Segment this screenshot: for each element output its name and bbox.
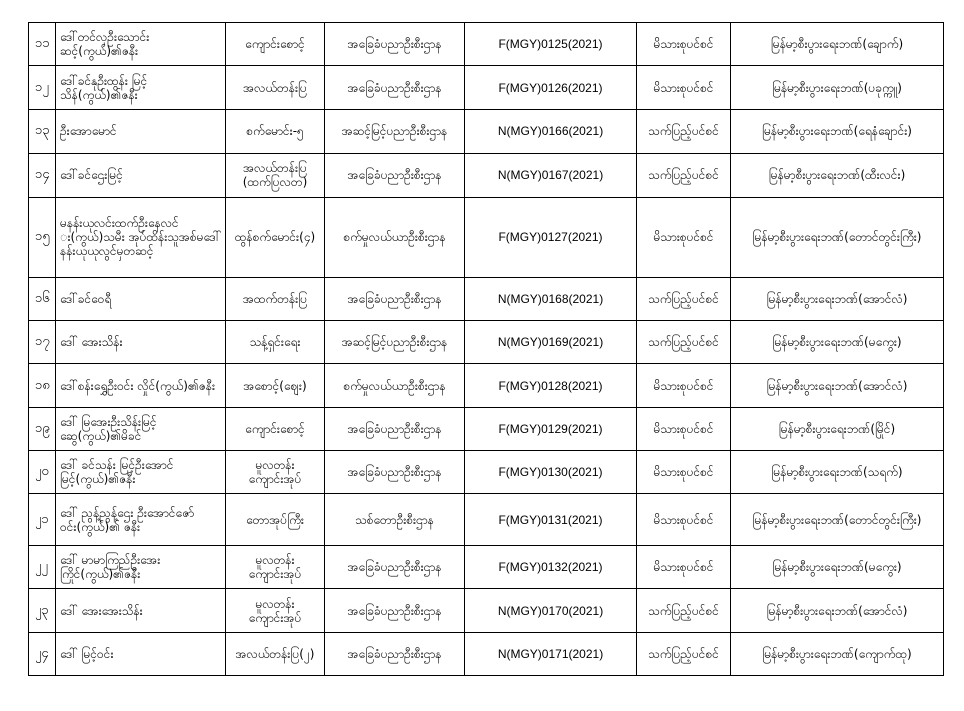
department: စက်မှုလယ်ယာဦးစီးဌာန bbox=[325, 197, 465, 277]
pension-code: N(MGY)0169(2021) bbox=[465, 321, 637, 364]
pension-type: သက်ပြည့်ပင်စင် bbox=[637, 153, 731, 197]
table-row bbox=[29, 23, 944, 66]
pension-type: မိသားစုပင်စင် bbox=[637, 494, 731, 546]
pension-type: သက်ပြည့်ပင်စင် bbox=[637, 589, 731, 632]
pensioner-name: ဒေါ် မာမာကြည်ဦးအေး ကြိုင်(ကွယ်)၏ဇနီး bbox=[56, 546, 226, 589]
position: သန့်ရှင်းရေး bbox=[226, 321, 325, 364]
position: အထက်တန်းပြ bbox=[226, 278, 325, 321]
department: အခြေခံပညာဦးစီးဌာန bbox=[325, 66, 465, 110]
table-row bbox=[29, 278, 944, 321]
position: တောအုပ်ကြီး bbox=[226, 494, 325, 546]
pension-code: F(MGY)0132(2021) bbox=[465, 546, 637, 589]
position: အလယ်တန်းပြ bbox=[226, 66, 325, 110]
department: အဆင့်မြင့်ပညာဦးစီးဌာန bbox=[325, 110, 465, 153]
bank-branch: မြန်မာ့စီးပွားရေးဘဏ်(မြိုင်) bbox=[731, 407, 944, 450]
pensioner-name: ဒေါ် မြင့်ဝင်း bbox=[56, 632, 226, 675]
row-number: ၂၂ bbox=[29, 546, 56, 589]
table-row bbox=[29, 589, 944, 632]
position: ထွန်စက်မောင်း(၄) bbox=[226, 197, 325, 277]
pension-code: N(MGY)0166(2021) bbox=[465, 110, 637, 153]
pension-type: မိသားစုပင်စင် bbox=[637, 407, 731, 450]
pension-type: မိသားစုပင်စင် bbox=[637, 364, 731, 407]
position: အလယ်တန်းပြ (ထက်ပြလတ) bbox=[226, 153, 325, 197]
pensioner-name: ဒေါ်ခင်ဌေးမြင့် bbox=[56, 153, 226, 197]
bank-branch: မြန်မာ့စီးပွားရေးဘဏ်(ပခုက္ကူ) bbox=[731, 66, 944, 110]
row-number: ၁၄ bbox=[29, 153, 56, 197]
table-row bbox=[29, 66, 944, 110]
pension-code: F(MGY)0128(2021) bbox=[465, 364, 637, 407]
pension-code: N(MGY)0167(2021) bbox=[465, 153, 637, 197]
bank-branch: မြန်မာ့စီးပွားရေးဘဏ်(ကျောက်ထု) bbox=[731, 632, 944, 675]
pension-code: F(MGY)0130(2021) bbox=[465, 450, 637, 493]
department: အခြေခံပညာဦးစီးဌာန bbox=[325, 407, 465, 450]
bank-branch: မြန်မာ့စီးပွားရေးဘဏ်(တောင်တွင်းကြီး) bbox=[731, 197, 944, 277]
position: အစောင့်(ဈေး) bbox=[226, 364, 325, 407]
row-number: ၁၆ bbox=[29, 278, 56, 321]
pension-type: သက်ပြည့်ပင်စင် bbox=[637, 632, 731, 675]
department: အခြေခံပညာဦးစီးဌာန bbox=[325, 589, 465, 632]
row-number: ၁၁ bbox=[29, 23, 56, 66]
pension-code: N(MGY)0170(2021) bbox=[465, 589, 637, 632]
row-number: ၂၄ bbox=[29, 632, 56, 675]
department: အခြေခံပညာဦးစီးဌာန bbox=[325, 632, 465, 675]
department: အခြေခံပညာဦးစီးဌာန bbox=[325, 153, 465, 197]
department: အခြေခံပညာဦးစီးဌာန bbox=[325, 450, 465, 493]
pension-table bbox=[28, 22, 944, 676]
pension-code: F(MGY)0127(2021) bbox=[465, 197, 637, 277]
position: ကျောင်းစောင့် bbox=[226, 23, 325, 66]
row-number: ၁၃ bbox=[29, 110, 56, 153]
pension-type: မိသားစုပင်စင် bbox=[637, 197, 731, 277]
bank-branch: မြန်မာ့စီးပွားရေးဘဏ်(မကွေး) bbox=[731, 546, 944, 589]
pension-type: သက်ပြည့်ပင်စင် bbox=[637, 278, 731, 321]
table-row bbox=[29, 197, 944, 277]
pension-type: မိသားစုပင်စင် bbox=[637, 23, 731, 66]
pensioner-name: ဒေါ် အေးသိန်း bbox=[56, 321, 226, 364]
position: မူလတန်း ကျောင်းအုပ် bbox=[226, 546, 325, 589]
table-row bbox=[29, 494, 944, 546]
pension-type: မိသားစုပင်စင် bbox=[637, 66, 731, 110]
position: စက်မောင်း-၅ bbox=[226, 110, 325, 153]
department: အခြေခံပညာဦးစီးဌာန bbox=[325, 278, 465, 321]
department: အဆင့်မြင့်ပညာဦးစီးဌာန bbox=[325, 321, 465, 364]
bank-branch: မြန်မာ့စီးပွားရေးဘဏ်(ထီးလင်း) bbox=[731, 153, 944, 197]
position: မူလတန်း ကျောင်းအုပ် bbox=[226, 450, 325, 493]
pensioner-name: ဦးအောမောင် bbox=[56, 110, 226, 153]
pension-code: N(MGY)0171(2021) bbox=[465, 632, 637, 675]
position: ကျောင်းစောင့် bbox=[226, 407, 325, 450]
row-number: ၁၉ bbox=[29, 407, 56, 450]
bank-branch: မြန်မာ့စီးပွားရေးဘဏ်(ချောက်) bbox=[731, 23, 944, 66]
pension-code: F(MGY)0126(2021) bbox=[465, 66, 637, 110]
bank-branch: မြန်မာ့စီးပွားရေးဘဏ်(အောင်လံ) bbox=[731, 589, 944, 632]
pension-type: မိသားစုပင်စင် bbox=[637, 450, 731, 493]
table-row bbox=[29, 450, 944, 493]
department: အခြေခံပညာဦးစီးဌာန bbox=[325, 546, 465, 589]
pensioner-name: မနန်းယုလင်းထက်ဦးနေလင် း(ကွယ်)သမီး အုပ်ထိန်းသူအစ်မဒေါ် နန်းယုယုလွင်မှတဆင့် bbox=[56, 197, 226, 277]
table-body bbox=[29, 23, 944, 676]
bank-branch: မြန်မာ့စီးပွားရေးဘဏ်(တောင်တွင်းကြီး) bbox=[731, 494, 944, 546]
row-number: ၁၇ bbox=[29, 321, 56, 364]
pensioner-name: ဒေါ် ခင်သန်း မြင့်ဦးအောင် မြင့်(ကွယ်)၏ဇနီး bbox=[56, 450, 226, 493]
pension-code: F(MGY)0131(2021) bbox=[465, 494, 637, 546]
pensioner-name: ဒေါ်တင်လှဦးသောင်း ဆင့်(ကွယ်)၏ဇနီး bbox=[56, 23, 226, 66]
bank-branch: မြန်မာ့စီးပွားရေးဘဏ်(အောင်လံ) bbox=[731, 278, 944, 321]
pension-code: N(MGY)0168(2021) bbox=[465, 278, 637, 321]
department: သစ်တောဦးစီးဌာန bbox=[325, 494, 465, 546]
pension-type: သက်ပြည့်ပင်စင် bbox=[637, 110, 731, 153]
bank-branch: မြန်မာ့စီးပွားရေးဘဏ်(သရက်) bbox=[731, 450, 944, 493]
pensioner-name: ဒေါ်ခင်နုဦးထွန်း မြင့်သိန်(ကွယ်)၏ဇနီး bbox=[56, 66, 226, 110]
table-row bbox=[29, 632, 944, 675]
position: မူလတန်း ကျောင်းအုပ် bbox=[226, 589, 325, 632]
pension-code: F(MGY)0129(2021) bbox=[465, 407, 637, 450]
row-number: ၁၅ bbox=[29, 197, 56, 277]
position: အလယ်တန်းပြ(၂) bbox=[226, 632, 325, 675]
pension-type: မိသားစုပင်စင် bbox=[637, 546, 731, 589]
bank-branch: မြန်မာ့စီးပွားရေးဘဏ်(မကွေး) bbox=[731, 321, 944, 364]
table-row bbox=[29, 321, 944, 364]
table-row bbox=[29, 407, 944, 450]
pensioner-name: ဒေါ် အေးအေးသိန်း bbox=[56, 589, 226, 632]
pension-code: F(MGY)0125(2021) bbox=[465, 23, 637, 66]
row-number: ၂၁ bbox=[29, 494, 56, 546]
row-number: ၂၃ bbox=[29, 589, 56, 632]
bank-branch: မြန်မာ့စီးပွားရေးဘဏ်(ရေနံချောင်း) bbox=[731, 110, 944, 153]
table-row bbox=[29, 153, 944, 197]
pension-type: သက်ပြည့်ပင်စင် bbox=[637, 321, 731, 364]
row-number: ၁၂ bbox=[29, 66, 56, 110]
table-row bbox=[29, 110, 944, 153]
row-number: ၁၈ bbox=[29, 364, 56, 407]
bank-branch: မြန်မာ့စီးပွားရေးဘဏ်(အောင်လံ) bbox=[731, 364, 944, 407]
table-row bbox=[29, 364, 944, 407]
table-row bbox=[29, 546, 944, 589]
row-number: ၂၀ bbox=[29, 450, 56, 493]
pensioner-name: ဒေါ်ခင်ဝေရီ bbox=[56, 278, 226, 321]
pensioner-name: ဒေါ်စန်းရွှေဦးဝင်း လှိုင်(ကွယ်)၏ဇနီး bbox=[56, 364, 226, 407]
department: စက်မှုလယ်ယာဦးစီးဌာန bbox=[325, 364, 465, 407]
department: အခြေခံပညာဦးစီးဌာန bbox=[325, 23, 465, 66]
pensioner-name: ဒေါ် မြအေးဦးသိန်းမြင့် ဆွေ(ကွယ်)၏မိခင် bbox=[56, 407, 226, 450]
pensioner-name: ဒေါ် ညွန့်ညွန့်ဌေး ဦးအောင်ဇော်ဝင်း(ကွယ်)၏ ဇနီး bbox=[56, 494, 226, 546]
